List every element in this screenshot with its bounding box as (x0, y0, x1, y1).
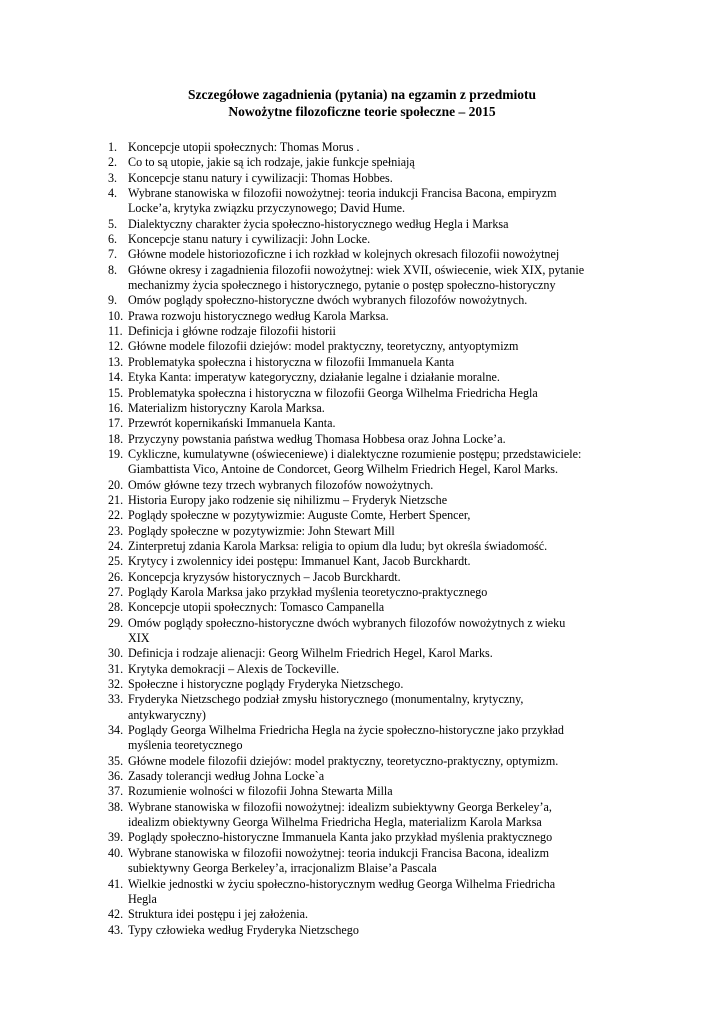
question-number: 9. (108, 293, 118, 308)
question-number: 20. (108, 477, 124, 492)
question-item (108, 186, 668, 201)
question-item-continuation (108, 201, 668, 216)
question-number: 11. (108, 324, 123, 339)
question-number: 24. (108, 538, 124, 553)
question-text: Materializm historyczny Karola Marksa. (128, 400, 325, 415)
question-item (108, 923, 668, 938)
question-item (108, 263, 668, 278)
question-text: Poglądy społeczne w pozytywizmie: John Stewart Mill (128, 523, 395, 538)
question-text: Giambattista Vico, Antoine de Condorcet, Georg Wilhelm Friedrich Hegel, Karol Marks. (128, 462, 559, 477)
question-item (108, 877, 668, 892)
question-text: Hegla (128, 891, 157, 906)
question-item (108, 846, 668, 861)
question-text: Koncepcje utopii społecznych: Tomasco Campanella (128, 600, 385, 615)
question-text: Przewrót kopernikański Immanuela Kanta. (128, 416, 336, 431)
question-list (108, 140, 668, 938)
question-text: Wybrane stanowiska w filozofii nowożytnej: teoria indukcji Francisa Bacona, idealizm (128, 845, 550, 860)
question-number: 27. (108, 584, 124, 599)
question-item (108, 416, 668, 431)
question-text: Typy człowieka według Fryderyka Nietzschego (128, 922, 359, 937)
question-text: Struktura idei postępu i jej założenia. (128, 907, 309, 922)
question-item (108, 232, 668, 247)
question-text: Omów poglądy społeczno-historyczne dwóch wybranych filozofów nowożytnych. (128, 293, 528, 308)
question-text: Problematyka społeczna i historyczna w filozofii Immanuela Kanta (128, 354, 455, 369)
question-item (108, 616, 668, 631)
question-text: antykwaryczny) (128, 707, 206, 722)
question-text: Prawa rozwoju historycznego według Karola Marksa. (128, 308, 389, 323)
question-text: Omów poglądy społeczno-historyczne dwóch wybranych filozofów nowożytnych z wieku (128, 615, 566, 630)
question-indent (108, 738, 128, 753)
question-item (108, 600, 668, 615)
question-text: Poglądy społeczne w pozytywizmie: Auguste Comte, Herbert Spencer, (128, 508, 471, 523)
question-item (108, 217, 668, 232)
question-item (108, 800, 668, 815)
question-number: 19. (108, 446, 124, 461)
question-item-continuation (108, 708, 668, 723)
question-item-continuation (108, 631, 668, 646)
question-number: 7. (108, 247, 118, 262)
question-text: Historia Europy jako rodzenie się nihilizmu – Fryderyk Nietzsche (128, 492, 448, 507)
question-number: 29. (108, 615, 124, 630)
question-item (108, 247, 668, 262)
question-item-continuation (108, 892, 668, 907)
question-item (108, 355, 668, 370)
question-item (108, 309, 668, 324)
question-number: 3. (108, 170, 118, 185)
question-text: Rozumienie wolności w filozofii Johna Stewarta Milla (128, 784, 393, 799)
question-item (108, 140, 668, 155)
question-text: Koncepcje stanu natury i cywilizacji: Thomas Hobbes. (128, 170, 393, 185)
question-item (108, 339, 668, 354)
question-indent (108, 462, 128, 477)
question-text: Główne modele filozofii dziejów: model praktyczny, teoretyczny, antyoptymizm (128, 339, 519, 354)
question-number: 28. (108, 600, 124, 615)
question-number: 39. (108, 830, 124, 845)
title-line-2: Nowożytne filozoficzne teorie społeczne – 2015 (228, 104, 496, 119)
question-number: 25. (108, 554, 124, 569)
question-number: 30. (108, 646, 124, 661)
question-item (108, 784, 668, 799)
question-number: 10. (108, 308, 124, 323)
question-text: Główne modele historiozoficzne i ich rozkład w kolejnych okresach filozofii nowożytnej (128, 247, 560, 262)
question-indent (108, 631, 128, 646)
question-number: 16. (108, 400, 124, 415)
question-number: 5. (108, 216, 118, 231)
question-item (108, 646, 668, 661)
question-number: 13. (108, 354, 124, 369)
question-text: Definicja i rodzaje alienacji: Georg Wilhelm Friedrich Hegel, Karol Marks. (128, 646, 493, 661)
question-text: Wybrane stanowiska w filozofii nowożytnej: idealizm subiektywny Georga Berkeley’a, (128, 799, 552, 814)
question-number: 23. (108, 523, 124, 538)
question-text: Główne modele filozofii dziejów: model praktyczny, teoretyczno-praktyczny, optymizm. (128, 753, 559, 768)
question-number: 12. (108, 339, 124, 354)
question-indent (108, 861, 128, 876)
question-text: Wielkie jednostki w życiu społeczno-historycznym według Georga Wilhelma Friedricha (128, 876, 556, 891)
question-item (108, 692, 668, 707)
question-text: Wybrane stanowiska w filozofii nowożytnej: teoria indukcji Francisa Bacona, empiryzm (128, 186, 557, 201)
question-number: 14. (108, 370, 124, 385)
question-item (108, 508, 668, 523)
question-text: Przyczyny powstania państwa według Thomasa Hobbesa oraz Johna Locke’a. (128, 431, 506, 446)
question-text: Koncepcja kryzysów historycznych – Jacob Burckhardt. (128, 569, 401, 584)
question-item (108, 539, 668, 554)
question-text: Koncepcje utopii społecznych: Thomas Morus . (128, 140, 360, 154)
question-number: 41. (108, 876, 124, 891)
question-number: 40. (108, 845, 124, 860)
question-item (108, 830, 668, 845)
question-text: Co to są utopie, jakie są ich rodzaje, jakie funkcje spełniają (128, 155, 415, 170)
question-number: 31. (108, 661, 124, 676)
question-item-continuation (108, 462, 668, 477)
question-item (108, 907, 668, 922)
question-item (108, 570, 668, 585)
question-item (108, 524, 668, 539)
question-text: Problematyka społeczna i historyczna w filozofii Georga Wilhelma Friedricha Hegla (128, 385, 538, 400)
question-number: 22. (108, 508, 124, 523)
question-number: 33. (108, 692, 124, 707)
question-number: 21. (108, 492, 124, 507)
question-number: 42. (108, 907, 124, 922)
question-text: Cykliczne, kumulatywne (oświeceniewe) i dialektyczne rozumienie postępu; przedstawiciele: (128, 446, 582, 461)
question-text: Koncepcje stanu natury i cywilizacji: John Locke. (128, 232, 371, 247)
question-text: Zasady tolerancji według Johna Locke`a (128, 769, 325, 784)
question-number: 8. (108, 262, 118, 277)
question-text: Zinterpretuj zdania Karola Marksa: religia to opium dla ludu; byt określa świadomość. (128, 538, 548, 553)
question-text: myślenia teoretycznego (128, 738, 243, 753)
question-item-continuation (108, 861, 668, 876)
question-text: Fryderyka Nietzschego podział zmysłu historycznego (monumentalny, krytyczny, (128, 692, 524, 707)
question-item (108, 155, 668, 170)
question-number: 18. (108, 431, 124, 446)
question-number: 17. (108, 416, 124, 431)
question-text: subiektywny Georga Berkeley’a, irracjonalizm Blaise’a Pascala (128, 861, 437, 876)
question-number: 34. (108, 723, 124, 738)
question-item (108, 554, 668, 569)
question-item (108, 493, 668, 508)
question-number: 15. (108, 385, 124, 400)
document-title (0, 86, 724, 120)
question-text: Etyka Kanta: imperatyw kategoryczny, działanie legalne i działanie moralne. (128, 370, 500, 385)
question-item (108, 447, 668, 462)
question-indent (108, 278, 128, 293)
question-text: Społeczne i historyczne poglądy Fryderyka Nietzschego. (128, 677, 404, 692)
question-text: Krytycy i zwolennicy idei postępu: Immanuel Kant, Jacob Burckhardt. (128, 554, 471, 569)
question-number: 1. (108, 140, 118, 154)
question-indent (108, 201, 128, 216)
question-text: idealizm obiektywny Georga Wilhelma Friedricha Hegla, materializm Karola Marksa (128, 815, 542, 830)
question-item-continuation (108, 278, 668, 293)
question-item (108, 478, 668, 493)
question-text: Poglądy społeczno-historyczne Immanuela Kanta jako przykład myślenia praktycznego (128, 830, 553, 845)
question-item (108, 386, 668, 401)
question-item (108, 171, 668, 186)
question-indent (108, 892, 128, 907)
question-text: Poglądy Georga Wilhelma Friedricha Hegla na życie społeczno-historyczne jako przykład (128, 723, 564, 738)
question-item (108, 324, 668, 339)
question-text: Omów główne tezy trzech wybranych filozofów nowożytnych. (128, 477, 434, 492)
question-number: 4. (108, 186, 118, 201)
question-item-continuation (108, 815, 668, 830)
question-indent (108, 815, 128, 830)
title-line-1: Szczegółowe zagadnienia (pytania) na egzamin z przedmiotu (188, 87, 536, 102)
question-item (108, 370, 668, 385)
question-text: Definicja i główne rodzaje filozofii historii (128, 324, 336, 339)
question-text: XIX (128, 631, 150, 645)
question-item (108, 723, 668, 738)
question-item (108, 585, 668, 600)
question-number: 36. (108, 769, 124, 784)
question-indent (108, 708, 128, 723)
question-text: Locke’a, krytyka związku przyczynowego; David Hume. (128, 201, 406, 216)
question-text: Dialektyczny charakter życia społeczno-historycznego według Hegla i Marksa (128, 216, 509, 231)
question-text: Główne okresy i zagadnienia filozofii nowożytnej: wiek XVII, oświecenie, wiek XIX, pytanie (128, 262, 585, 277)
question-number: 43. (108, 922, 124, 937)
question-number: 35. (108, 753, 124, 768)
question-item (108, 754, 668, 769)
question-text: Krytyka demokracji – Alexis de Tockeville. (128, 661, 340, 676)
question-text: Poglądy Karola Marksa jako przykład myślenia teoretyczno-praktycznego (128, 584, 488, 599)
question-number: 6. (108, 232, 118, 247)
question-item-continuation (108, 738, 668, 753)
question-number: 2. (108, 155, 118, 170)
question-item (108, 662, 668, 677)
question-text: mechanizmy życia społecznego i historycznego, pytanie o postęp społeczno-historyczny (128, 278, 556, 293)
question-number: 26. (108, 569, 124, 584)
question-item (108, 293, 668, 308)
question-item (108, 769, 668, 784)
question-number: 37. (108, 784, 124, 799)
question-number: 32. (108, 677, 124, 692)
question-item (108, 401, 668, 416)
question-number: 38. (108, 799, 124, 814)
question-item (108, 432, 668, 447)
question-item (108, 677, 668, 692)
